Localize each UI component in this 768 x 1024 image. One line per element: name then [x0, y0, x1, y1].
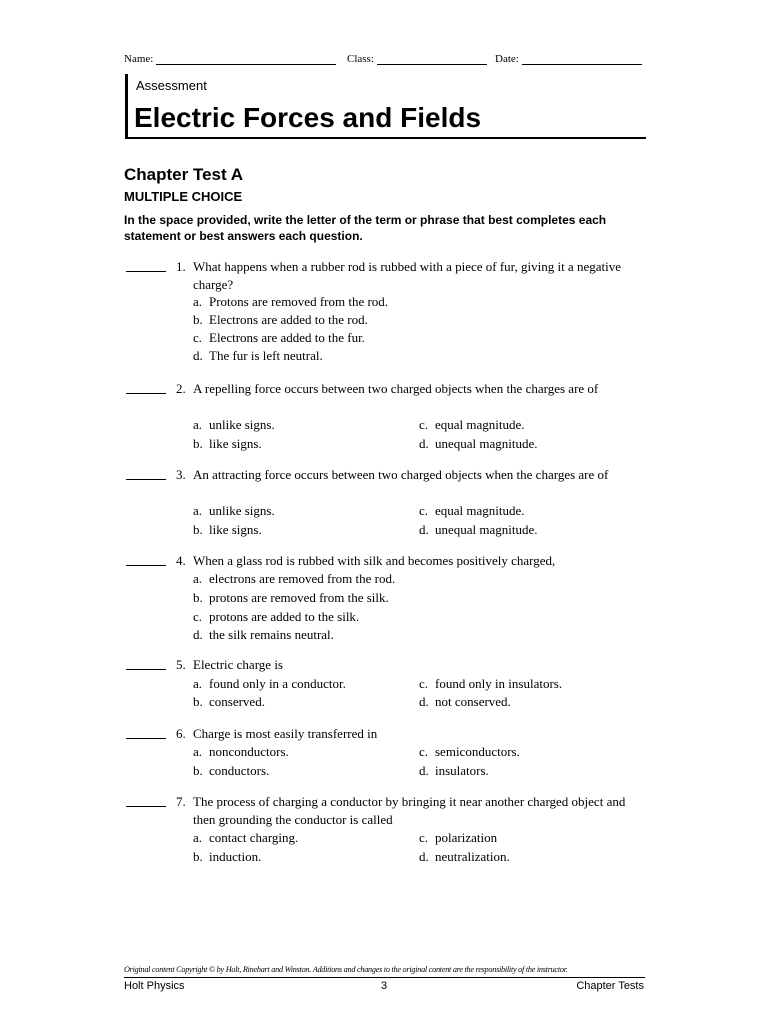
option-c: c. polarization: [419, 830, 498, 845]
question-stem: Electric charge is: [193, 657, 283, 672]
question-stem: Charge is most easily transferred in: [193, 726, 378, 741]
option-a: a. electrons are removed from the rod.: [193, 571, 396, 586]
option-d: d. neutralization.: [419, 849, 510, 864]
option-a: a. found only in a conductor.: [193, 676, 346, 691]
option-d: d. unequal magnitude.: [419, 522, 538, 537]
question-3: [126, 466, 646, 541]
question-5: [126, 656, 646, 712]
option-b: b. conserved.: [193, 694, 265, 709]
page-title: Electric Forces and Fields: [134, 102, 482, 133]
instructions: In the space provided, write the letter of the term or phrase that best completes each statement or best answers each question.: [124, 213, 607, 243]
page-number: 3: [381, 980, 388, 992]
name-label: Name:: [124, 53, 154, 65]
option-b: b. conductors.: [193, 763, 270, 778]
question-number: 3.: [176, 467, 186, 482]
question-number: 4.: [176, 553, 186, 568]
option-c: c. Electrons are added to the fur.: [193, 330, 365, 345]
class-field[interactable]: [347, 52, 487, 65]
class-blank[interactable]: [377, 52, 487, 65]
option-c: c. semiconductors.: [419, 744, 520, 759]
date-field[interactable]: [495, 52, 642, 65]
question-stem: What happens when a rubber rod is rubbed with a piece of fur, giving it a negative charge?: [193, 259, 621, 292]
option-d: d. the silk remains neutral.: [193, 627, 334, 642]
option-c: c. equal magnitude.: [419, 503, 525, 518]
question-stem: The process of charging a conductor by bringing it near another charged object and then grounding the conductor is called: [193, 794, 626, 827]
answer-blank[interactable]: [126, 565, 166, 566]
answer-blank[interactable]: [126, 393, 166, 394]
question-6: [126, 725, 646, 781]
copyright-notice: Original content Copyright © by Holt, Rinehart and Winston. Additions and changes to the original content are the responsibility of the instructor.: [124, 965, 568, 974]
answer-blank[interactable]: [126, 479, 166, 480]
answer-blank[interactable]: [126, 738, 166, 739]
answer-blank[interactable]: [126, 271, 166, 272]
question-number: 1.: [176, 259, 186, 274]
option-a: a. contact charging.: [193, 830, 299, 845]
question-number: 6.: [176, 726, 186, 741]
question-stem: An attracting force occurs between two charged objects when the charges are of: [193, 467, 609, 482]
date-blank[interactable]: [522, 52, 642, 65]
footer-rule: [124, 977, 645, 978]
option-b: b. induction.: [193, 849, 262, 864]
option-d: d. The fur is left neutral.: [193, 348, 323, 363]
date-label: Date:: [495, 53, 519, 65]
class-label: Class:: [347, 53, 374, 65]
option-d: d. unequal magnitude.: [419, 436, 538, 451]
section-heading: MULTIPLE CHOICE: [124, 189, 243, 204]
name-blank[interactable]: [156, 52, 336, 65]
header-bottom-rule: [125, 137, 646, 139]
question-7: [126, 793, 646, 868]
option-c: c. found only in insulators.: [419, 676, 563, 691]
option-c: c. protons are added to the silk.: [193, 609, 360, 624]
option-a: a. unlike signs.: [193, 417, 275, 432]
footer-section: Chapter Tests: [576, 980, 644, 992]
question-stem: When a glass rod is rubbed with silk and becomes positively charged,: [193, 553, 556, 568]
option-d: d. not conserved.: [419, 694, 511, 709]
question-stem: A repelling force occurs between two charged objects when the charges are of: [193, 381, 599, 396]
answer-blank[interactable]: [126, 669, 166, 670]
question-2: [126, 380, 646, 455]
option-d: d. insulators.: [419, 763, 489, 778]
option-b: b. like signs.: [193, 522, 262, 537]
answer-blank[interactable]: [126, 806, 166, 807]
option-a: a. Protons are removed from the rod.: [193, 294, 389, 309]
option-a: a. unlike signs.: [193, 503, 275, 518]
option-b: b. Electrons are added to the rod.: [193, 312, 368, 327]
chapter-heading: Chapter Test A: [124, 165, 244, 184]
option-b: b. protons are removed from the silk.: [193, 590, 389, 605]
question-4: [126, 552, 646, 644]
header-left-rule: [125, 74, 128, 138]
assessment-label: Assessment: [136, 78, 207, 93]
option-a: a. nonconductors.: [193, 744, 289, 759]
name-field[interactable]: [124, 52, 336, 65]
option-b: b. like signs.: [193, 436, 262, 451]
question-1: [126, 258, 646, 368]
question-number: 2.: [176, 381, 186, 396]
question-number: 7.: [176, 794, 186, 809]
question-number: 5.: [176, 657, 186, 672]
footer-book-title: Holt Physics: [124, 980, 185, 992]
option-c: c. equal magnitude.: [419, 417, 525, 432]
